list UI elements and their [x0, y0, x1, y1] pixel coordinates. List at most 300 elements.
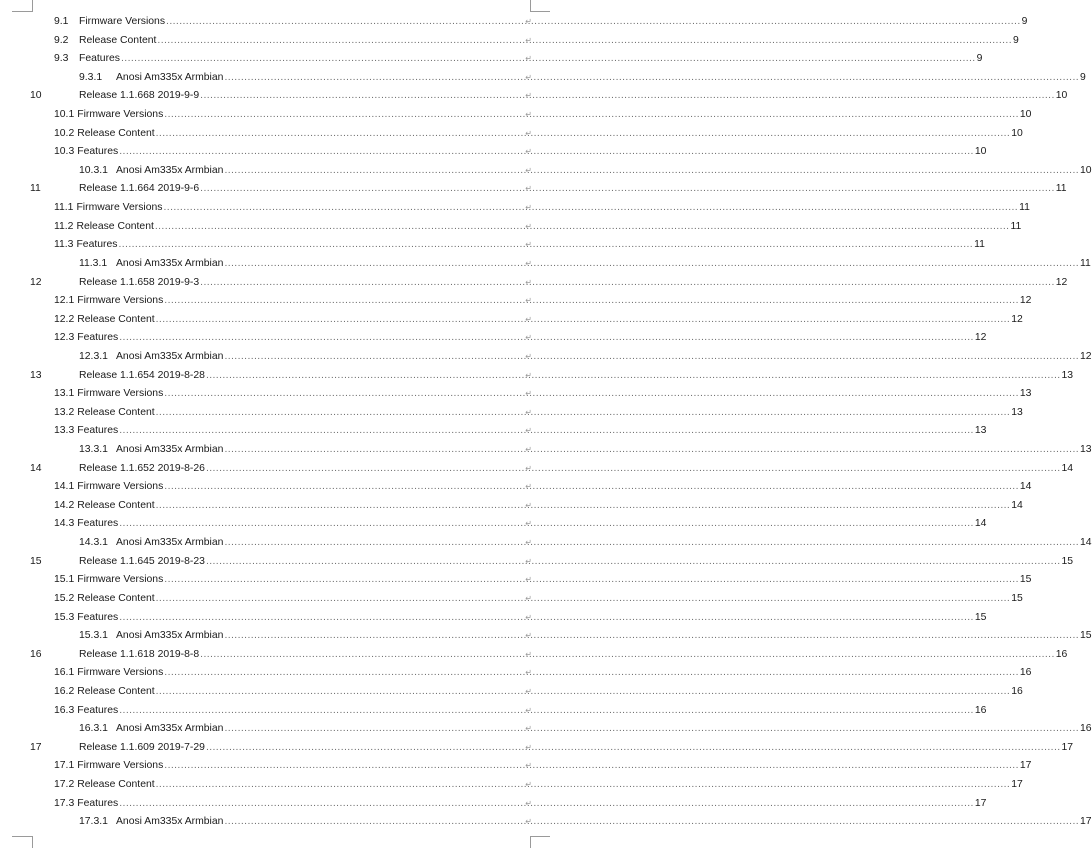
toc-entry-content — [54, 125, 1023, 144]
crop-mark-top-right-h — [530, 11, 550, 12]
toc-entry[interactable] — [0, 609, 987, 628]
toc-entry-content — [54, 478, 1032, 497]
toc-dot-leader — [164, 292, 1019, 311]
toc-entry-content — [54, 199, 1030, 218]
toc-dot-leader — [118, 236, 973, 255]
paragraph-mark-icon: ↵ — [525, 296, 532, 306]
toc-entry-page-number: 9 — [1080, 71, 1086, 83]
toc-entry-number: 15.1 — [54, 574, 75, 586]
toc-entry[interactable] — [0, 13, 1028, 32]
paragraph-mark-icon: ↵ — [525, 91, 532, 101]
paragraph-mark-icon: ↵ — [525, 203, 532, 213]
toc-entry[interactable] — [0, 180, 1067, 199]
paragraph-mark-icon: ↵ — [525, 17, 532, 26]
toc-entry[interactable] — [0, 404, 1023, 423]
toc-entry[interactable] — [0, 292, 1032, 311]
toc-entry-number: 11 — [30, 183, 41, 195]
paragraph-mark-icon: ↵ — [525, 370, 532, 380]
toc-entry-number: 16.3 — [54, 704, 75, 716]
toc-entry-title: Firmware Versions — [77, 667, 164, 679]
toc-entry-content — [79, 162, 1092, 181]
toc-entry[interactable] — [0, 590, 1023, 609]
toc-entry-number: 10.3 — [54, 146, 75, 158]
toc-entry-page-number: 10 — [1055, 90, 1068, 102]
toc-entry-title: Anosi Am335x Armbian — [116, 537, 224, 549]
toc-entry-title: Release 1.1.652 2019-8-26 — [79, 462, 205, 474]
toc-entry-content — [54, 683, 1023, 702]
toc-entry-number: 17.1 — [54, 760, 75, 772]
toc-entry-number: 9.3 — [54, 53, 69, 65]
toc-entry-number: 12.3 — [54, 332, 75, 344]
toc-dot-leader — [224, 534, 1079, 553]
toc-entry-content — [54, 664, 1032, 683]
toc-entry-page-number: 17 — [1011, 778, 1023, 790]
toc-entry-content — [54, 329, 987, 348]
toc-dot-leader — [164, 199, 1019, 218]
paragraph-mark-icon: ↵ — [525, 742, 532, 752]
toc-entry[interactable] — [0, 664, 1032, 683]
toc-entry-number: 12 — [30, 276, 42, 288]
paragraph-mark-icon: ↵ — [525, 482, 532, 492]
toc-entry-content — [30, 274, 1068, 293]
toc-entry-page-number: 16 — [1080, 723, 1092, 735]
paragraph-mark-icon: ↵ — [525, 538, 532, 548]
toc-entry-title: Release Content — [79, 34, 157, 46]
toc-dot-leader — [156, 590, 1011, 609]
toc-entry-title: Anosi Am335x Armbian — [116, 350, 224, 362]
toc-entry[interactable] — [0, 478, 1032, 497]
toc-entry-title: Release Content — [77, 406, 155, 418]
toc-dot-leader — [164, 664, 1019, 683]
toc-entry-content — [54, 385, 1032, 404]
toc-entry-title: Anosi Am335x Armbian — [116, 71, 224, 83]
toc-entry[interactable] — [0, 515, 987, 534]
toc-entry-number: 14.3 — [54, 518, 75, 530]
toc-entry-content — [30, 87, 1068, 106]
toc-dot-leader — [164, 106, 1019, 125]
paragraph-mark-icon: ↵ — [525, 649, 532, 659]
toc-entry-content — [54, 13, 1028, 32]
toc-entry[interactable] — [0, 50, 983, 69]
toc-dot-leader — [166, 13, 1021, 32]
paragraph-mark-icon: ↵ — [525, 631, 532, 641]
toc-entry-page-number: 10 — [1011, 127, 1023, 139]
paragraph-mark-icon: ↵ — [525, 426, 532, 436]
toc-entry[interactable] — [0, 702, 987, 721]
toc-dot-leader — [224, 813, 1079, 832]
paragraph-mark-icon: ↵ — [525, 184, 532, 194]
paragraph-mark-icon: ↵ — [525, 593, 532, 603]
toc-entry-page-number: 15 — [1061, 555, 1074, 567]
toc-entry[interactable] — [0, 385, 1032, 404]
toc-entry-title: Release Content — [77, 499, 155, 511]
toc-entry-number: 9.3.1 — [79, 71, 103, 83]
toc-dot-leader — [200, 180, 1055, 199]
paragraph-mark-icon: ↵ — [525, 779, 532, 789]
toc-dot-leader — [206, 367, 1061, 386]
paragraph-mark-icon: ↵ — [525, 72, 532, 82]
toc-entry[interactable] — [0, 199, 1030, 218]
toc-dot-leader — [224, 441, 1079, 460]
toc-entry-content — [54, 292, 1032, 311]
toc-entry-number: 15 — [30, 555, 42, 567]
toc-dot-leader — [206, 460, 1061, 479]
toc-entry-title: Anosi Am335x Armbian — [116, 630, 224, 642]
toc-dot-leader — [119, 422, 974, 441]
toc-entry[interactable] — [0, 553, 1074, 572]
toc-entry-title: Release 1.1.645 2019-8-23 — [79, 555, 205, 567]
toc-entry-number: 15.2 — [54, 592, 75, 604]
toc-dot-leader — [119, 143, 974, 162]
paragraph-mark-icon: ↵ — [525, 258, 532, 268]
toc-entry-number: 11.3 — [54, 239, 74, 251]
toc-entry[interactable] — [0, 143, 987, 162]
toc-entry-number: 11.3.1 — [79, 257, 108, 269]
toc-entry-content — [54, 218, 1022, 237]
toc-entry-content — [79, 534, 1092, 553]
toc-entry-title: Features — [77, 611, 119, 623]
paragraph-mark-icon: ↵ — [525, 724, 532, 734]
toc-dot-leader — [224, 255, 1079, 274]
toc-entry-content — [30, 739, 1074, 758]
toc-entry-content — [54, 702, 987, 721]
toc-entry-page-number: 17 — [974, 797, 987, 809]
crop-mark-bottom-right-v — [530, 836, 531, 848]
toc-entry-page-number: 14 — [974, 518, 987, 530]
toc-entry[interactable] — [0, 441, 1092, 460]
toc-entry-content — [54, 515, 987, 534]
toc-entry-title: Features — [77, 332, 119, 344]
toc-entry-title: Features — [77, 425, 119, 437]
toc-entry-page-number: 12 — [1011, 313, 1023, 325]
toc-entry-content — [54, 50, 983, 69]
toc-entry-content — [54, 422, 987, 441]
toc-entry-content — [30, 646, 1068, 665]
toc-entry-number: 14.3.1 — [79, 537, 108, 549]
toc-entry-number: 12.3.1 — [79, 350, 108, 362]
toc-entry[interactable] — [0, 460, 1074, 479]
paragraph-mark-icon: ↵ — [525, 686, 532, 696]
toc-entry-number: 13.3 — [54, 425, 75, 437]
paragraph-mark-icon: ↵ — [525, 817, 532, 827]
toc-entry-number: 11.2 — [54, 220, 74, 232]
toc-entry-page-number: 16 — [1019, 667, 1032, 679]
toc-entry-content — [79, 813, 1092, 832]
toc-entry[interactable] — [0, 795, 987, 814]
toc-entry-content — [54, 32, 1019, 51]
toc-entry[interactable] — [0, 32, 1019, 51]
toc-entry[interactable] — [0, 571, 1032, 590]
toc-dot-leader — [119, 795, 974, 814]
toc-entry-page-number: 13 — [974, 425, 987, 437]
toc-entry-number: 17.3 — [54, 797, 75, 809]
toc-entry-number: 12.2 — [54, 313, 75, 325]
toc-entry-content — [30, 553, 1074, 572]
toc-dot-leader — [156, 404, 1011, 423]
toc-dot-leader — [119, 609, 974, 628]
toc-dot-leader — [200, 274, 1055, 293]
toc-entry-page-number: 9 — [976, 53, 983, 65]
toc-entry-title: Release Content — [76, 220, 154, 232]
toc-dot-leader — [156, 683, 1011, 702]
toc-dot-leader — [119, 329, 974, 348]
paragraph-mark-icon: ↵ — [525, 128, 532, 138]
toc-entry-content — [54, 404, 1023, 423]
paragraph-mark-icon: ↵ — [525, 389, 532, 399]
toc-dot-leader — [206, 553, 1061, 572]
toc-entry-number: 16.3.1 — [79, 723, 108, 735]
crop-mark-bottom-right-h — [530, 836, 550, 837]
toc-entry[interactable] — [0, 646, 1068, 665]
toc-entry-title: Release Content — [77, 313, 155, 325]
crop-mark-top-left-h — [12, 11, 32, 12]
toc-entry-number: 10.2 — [54, 127, 75, 139]
toc-entry[interactable] — [0, 367, 1074, 386]
toc-dot-leader — [156, 776, 1011, 795]
toc-entry-title: Release Content — [77, 685, 155, 697]
toc-entry[interactable] — [0, 422, 987, 441]
toc-dot-leader — [200, 87, 1055, 106]
paragraph-mark-icon: ↵ — [525, 35, 532, 45]
toc-entry-title: Firmware Versions — [77, 760, 164, 772]
toc-entry-number: 11.1 — [54, 202, 74, 214]
paragraph-mark-icon: ↵ — [525, 500, 532, 510]
toc-entry[interactable] — [0, 255, 1091, 274]
toc-entry-page-number: 15 — [1011, 592, 1023, 604]
toc-entry[interactable] — [0, 683, 1023, 702]
toc-entry-title: Anosi Am335x Armbian — [116, 816, 224, 828]
paragraph-mark-icon: ↵ — [525, 277, 532, 287]
toc-entry-title: Firmware Versions — [76, 202, 163, 214]
paragraph-mark-icon: ↵ — [525, 147, 532, 157]
toc-dot-leader — [224, 627, 1079, 646]
toc-dot-leader — [164, 478, 1019, 497]
toc-entry-number: 14.1 — [54, 481, 75, 493]
toc-entry-content — [79, 441, 1092, 460]
paragraph-mark-icon: ↵ — [525, 314, 532, 324]
toc-dot-leader — [164, 571, 1019, 590]
toc-entry-title: Firmware Versions — [77, 574, 164, 586]
toc-entry-content — [54, 571, 1032, 590]
toc-dot-leader — [164, 385, 1019, 404]
toc-entry[interactable] — [0, 348, 1092, 367]
toc-entry-content — [79, 69, 1086, 88]
paragraph-mark-icon: ↵ — [525, 556, 532, 566]
paragraph-mark-icon: ↵ — [525, 240, 532, 250]
toc-entry-page-number: 13 — [1061, 369, 1074, 381]
toc-entry-content — [54, 106, 1032, 125]
toc-entry[interactable] — [0, 236, 985, 255]
toc-entry-page-number: 14 — [1080, 537, 1092, 549]
toc-entry-number: 16 — [30, 648, 42, 660]
toc-entry-number: 9.2 — [54, 34, 69, 46]
toc-entry-title: Anosi Am335x Armbian — [116, 164, 224, 176]
toc-dot-leader — [155, 218, 1010, 237]
toc-entry-page-number: 11 — [1055, 183, 1067, 195]
toc-entry-number: 15.3.1 — [79, 630, 108, 642]
toc-dot-leader — [156, 125, 1011, 144]
toc-entry-page-number: 16 — [974, 704, 987, 716]
toc-entry-page-number: 14 — [1011, 499, 1023, 511]
toc-entry-number: 10.3.1 — [79, 164, 108, 176]
toc-entry-content — [79, 720, 1092, 739]
paragraph-mark-icon: ↵ — [525, 407, 532, 417]
toc-entry-page-number: 13 — [1011, 406, 1023, 418]
toc-entry[interactable] — [0, 218, 1022, 237]
toc-entry-page-number: 16 — [1055, 648, 1068, 660]
toc-dot-leader — [156, 497, 1011, 516]
toc-entry-page-number: 15 — [1080, 630, 1092, 642]
toc-entry-number: 14 — [30, 462, 42, 474]
toc-entry-number: 12.1 — [54, 295, 75, 307]
toc-entry-title: Firmware Versions — [77, 388, 164, 400]
paragraph-mark-icon: ↵ — [525, 575, 532, 585]
toc-entry-page-number: 12 — [1019, 295, 1032, 307]
toc-entry[interactable] — [0, 87, 1068, 106]
toc-dot-leader — [156, 311, 1011, 330]
toc-entry-page-number: 10 — [974, 146, 987, 158]
toc-entry-number: 15.3 — [54, 611, 75, 623]
toc-entry-page-number: 13 — [1080, 444, 1092, 456]
toc-entry-title: Release 1.1.668 2019-9-9 — [79, 90, 200, 102]
toc-entry[interactable] — [0, 497, 1023, 516]
toc-entry[interactable] — [0, 757, 1032, 776]
toc-entry-title: Release 1.1.658 2019-9-3 — [79, 276, 200, 288]
toc-entry-page-number: 11 — [1019, 202, 1030, 214]
toc-entry-page-number: 12 — [974, 332, 987, 344]
toc-dot-leader — [224, 348, 1079, 367]
toc-entry-content — [54, 757, 1032, 776]
toc-entry-title: Firmware Versions — [77, 109, 164, 121]
paragraph-mark-icon: ↵ — [525, 668, 532, 678]
toc-entry-title: Firmware Versions — [77, 481, 164, 493]
toc-entry-page-number: 12 — [1080, 350, 1092, 362]
toc-entry-content — [54, 497, 1023, 516]
paragraph-mark-icon: ↵ — [525, 221, 532, 231]
toc-entry-content — [79, 627, 1092, 646]
toc-entry-title: Firmware Versions — [79, 16, 166, 27]
toc-entry[interactable] — [0, 534, 1092, 553]
paragraph-mark-icon: ↵ — [525, 798, 532, 808]
toc-entry-title: Release 1.1.654 2019-8-28 — [79, 369, 205, 381]
toc-entry[interactable] — [0, 125, 1023, 144]
toc-entry-title: Features — [77, 518, 119, 530]
toc-entry-page-number: 9 — [1021, 16, 1028, 27]
toc-entry-title: Features — [77, 797, 119, 809]
toc-entry-page-number: 15 — [974, 611, 987, 623]
toc-dot-leader — [224, 162, 1079, 181]
toc-entry-content — [54, 311, 1023, 330]
toc-entry-content — [79, 348, 1092, 367]
crop-mark-top-left-v — [32, 0, 33, 12]
toc-entry-page-number: 17 — [1019, 760, 1032, 772]
toc-entry-page-number: 11 — [974, 239, 985, 251]
paragraph-mark-icon: ↵ — [525, 333, 532, 343]
toc-entry-page-number: 9 — [1013, 34, 1019, 46]
toc-dot-leader — [224, 69, 1079, 88]
toc-entry[interactable] — [0, 274, 1068, 293]
paragraph-mark-icon: ↵ — [525, 165, 532, 175]
toc-entry-number: 10.1 — [54, 109, 75, 121]
paragraph-mark-icon: ↵ — [525, 463, 532, 473]
toc-entry-title: Release Content — [77, 592, 155, 604]
toc-entry-number: 9.1 — [54, 16, 69, 27]
paragraph-mark-icon: ↵ — [525, 351, 532, 361]
toc-dot-leader — [200, 646, 1055, 665]
toc-entry-page-number: 16 — [1011, 685, 1023, 697]
toc-entry-title: Release 1.1.618 2019-8-8 — [79, 648, 200, 660]
toc-dot-leader — [164, 757, 1019, 776]
toc-entry-title: Features — [77, 146, 119, 158]
toc-entry-content — [54, 776, 1023, 795]
toc-entry-page-number: 10 — [1019, 109, 1032, 121]
toc-entry-page-number: 11 — [1080, 257, 1091, 269]
toc-dot-leader — [224, 720, 1079, 739]
toc-entry-title: Release 1.1.609 2019-7-29 — [79, 741, 205, 753]
toc-entry-content — [54, 143, 987, 162]
toc-entry-page-number: 11 — [1010, 220, 1022, 232]
paragraph-mark-icon: ↵ — [525, 761, 532, 771]
toc-entry-content — [30, 180, 1067, 199]
toc-entry-number: 14.2 — [54, 499, 75, 511]
toc-entry-number: 13.1 — [54, 388, 75, 400]
toc-entry-title: Features — [77, 704, 119, 716]
toc-entry-title: Features — [76, 239, 118, 251]
paragraph-mark-icon: ↵ — [525, 705, 532, 715]
crop-mark-bottom-left-h — [12, 836, 32, 837]
toc-dot-leader — [157, 32, 1012, 51]
toc-entry-number: 13.2 — [54, 406, 75, 418]
toc-entry-title: Anosi Am335x Armbian — [116, 444, 224, 456]
toc-entry[interactable] — [0, 106, 1032, 125]
paragraph-mark-icon: ↵ — [525, 612, 532, 622]
toc-entry[interactable] — [0, 776, 1023, 795]
toc-entry[interactable] — [0, 311, 1023, 330]
paragraph-mark-icon: ↵ — [525, 519, 532, 529]
toc-entry-number: 10 — [30, 90, 42, 102]
paragraph-mark-icon: ↵ — [525, 110, 532, 120]
toc-entry-content — [54, 590, 1023, 609]
toc-entry[interactable] — [0, 162, 1092, 181]
toc-entry[interactable] — [0, 739, 1074, 758]
toc-entry-title: Anosi Am335x Armbian — [116, 257, 224, 269]
toc-entry-page-number: 10 — [1080, 164, 1092, 176]
crop-mark-top-right-v — [530, 0, 531, 12]
toc-entry-title: Features — [79, 53, 121, 65]
toc-entry-title: Release Content — [77, 127, 155, 139]
toc-entry-content — [54, 609, 987, 628]
toc-entry-page-number: 12 — [1055, 276, 1068, 288]
toc-entry-number: 13 — [30, 369, 42, 381]
toc-entry-number: 13.3.1 — [79, 444, 108, 456]
toc-entry[interactable] — [0, 627, 1092, 646]
toc-entry[interactable] — [0, 329, 987, 348]
toc-dot-leader — [121, 50, 976, 69]
toc-entry[interactable] — [0, 813, 1092, 832]
toc-entry-page-number: 17 — [1061, 741, 1074, 753]
toc-entry-page-number: 17 — [1080, 816, 1092, 828]
toc-entry-title: Release Content — [77, 778, 155, 790]
toc-entry[interactable] — [0, 69, 1086, 88]
toc-entry-title: Anosi Am335x Armbian — [116, 723, 224, 735]
toc-entry-content — [54, 236, 985, 255]
toc-entry-content — [30, 460, 1074, 479]
paragraph-mark-icon: ↵ — [525, 54, 532, 64]
toc-entry-number: 16.2 — [54, 685, 75, 697]
toc-entry-number: 17 — [30, 741, 42, 753]
paragraph-mark-icon: ↵ — [525, 445, 532, 455]
toc-entry[interactable] — [0, 720, 1092, 739]
